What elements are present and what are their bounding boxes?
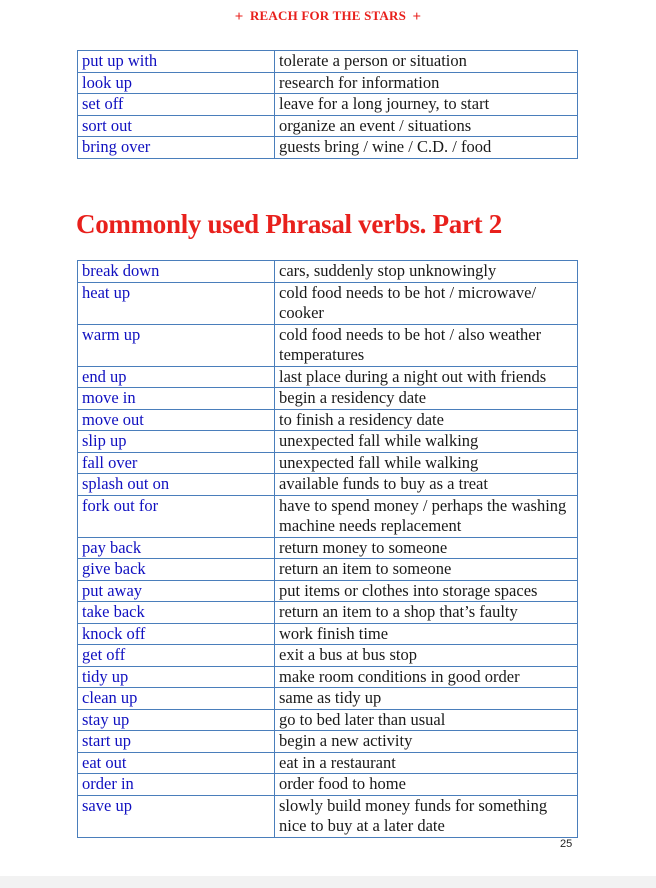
meaning-cell: return money to someone bbox=[275, 537, 578, 559]
table-row bbox=[78, 452, 578, 474]
table-row bbox=[78, 282, 578, 324]
table-row bbox=[78, 431, 578, 453]
table-row bbox=[78, 752, 578, 774]
phrasal-verb-cell: put away bbox=[78, 580, 275, 602]
page-number: 25 bbox=[560, 838, 573, 850]
meaning-cell: go to bed later than usual bbox=[275, 709, 578, 731]
table-row bbox=[78, 261, 578, 283]
meaning-cell: organize an event / situations bbox=[275, 115, 578, 137]
phrasal-verb-cell: splash out on bbox=[78, 474, 275, 496]
meaning-cell: research for information bbox=[275, 72, 578, 94]
meaning-cell: cars, suddenly stop unknowingly bbox=[275, 261, 578, 283]
table-row bbox=[78, 666, 578, 688]
table-row bbox=[78, 559, 578, 581]
phrasal-verb-cell: heat up bbox=[78, 282, 275, 324]
meaning-cell: slowly build money funds for something nice to buy at a later date bbox=[275, 795, 578, 837]
phrasal-verb-cell: get off bbox=[78, 645, 275, 667]
table-row bbox=[78, 94, 578, 116]
table-row bbox=[78, 115, 578, 137]
header-text: REACH FOR THE STARS bbox=[249, 8, 407, 23]
phrasal-verb-cell: set off bbox=[78, 94, 275, 116]
meaning-cell: unexpected fall while walking bbox=[275, 452, 578, 474]
table-row bbox=[78, 388, 578, 410]
meaning-cell: make room conditions in good order bbox=[275, 666, 578, 688]
table-row bbox=[78, 537, 578, 559]
meaning-cell: exit a bus at bus stop bbox=[275, 645, 578, 667]
table-row bbox=[78, 774, 578, 796]
meaning-cell: have to spend money / perhaps the washing machine needs replacement bbox=[275, 495, 578, 537]
phrasal-verb-cell: warm up bbox=[78, 324, 275, 366]
phrasal-verb-cell: knock off bbox=[78, 623, 275, 645]
phrasal-verb-cell: clean up bbox=[78, 688, 275, 710]
table-row bbox=[78, 474, 578, 496]
table-row bbox=[78, 795, 578, 837]
plus-icon: + bbox=[412, 9, 422, 25]
phrasal-verb-cell: bring over bbox=[78, 137, 275, 159]
phrasal-verb-cell: put up with bbox=[78, 51, 275, 73]
meaning-cell: tolerate a person or situation bbox=[275, 51, 578, 73]
running-header bbox=[0, 8, 656, 26]
phrasal-verb-cell: take back bbox=[78, 602, 275, 624]
meaning-cell: order food to home bbox=[275, 774, 578, 796]
phrasal-verb-cell: start up bbox=[78, 731, 275, 753]
meaning-cell: work finish time bbox=[275, 623, 578, 645]
phrasal-verb-cell: end up bbox=[78, 366, 275, 388]
meaning-cell: return an item to someone bbox=[275, 559, 578, 581]
meaning-cell: begin a residency date bbox=[275, 388, 578, 410]
phrasal-verb-cell: save up bbox=[78, 795, 275, 837]
meaning-cell: eat in a restaurant bbox=[275, 752, 578, 774]
phrasal-verb-cell: look up bbox=[78, 72, 275, 94]
table-row bbox=[78, 623, 578, 645]
table-row bbox=[78, 688, 578, 710]
table-row bbox=[78, 731, 578, 753]
phrasal-verb-cell: slip up bbox=[78, 431, 275, 453]
table-row bbox=[78, 324, 578, 366]
table-row bbox=[78, 366, 578, 388]
meaning-cell: begin a new activity bbox=[275, 731, 578, 753]
phrasal-verb-cell: break down bbox=[78, 261, 275, 283]
meaning-cell: leave for a long journey, to start bbox=[275, 94, 578, 116]
table-row bbox=[78, 137, 578, 159]
table-row bbox=[78, 51, 578, 73]
phrasal-verbs-table-part2 bbox=[77, 260, 578, 838]
phrasal-verb-cell: order in bbox=[78, 774, 275, 796]
phrasal-verb-cell: fall over bbox=[78, 452, 275, 474]
phrasal-verb-cell: give back bbox=[78, 559, 275, 581]
phrasal-verb-cell: move out bbox=[78, 409, 275, 431]
phrasal-verb-cell: eat out bbox=[78, 752, 275, 774]
phrasal-verb-cell: move in bbox=[78, 388, 275, 410]
meaning-cell: put items or clothes into storage spaces bbox=[275, 580, 578, 602]
meaning-cell: cold food needs to be hot / also weather temperatures bbox=[275, 324, 578, 366]
table-row bbox=[78, 409, 578, 431]
table-row bbox=[78, 580, 578, 602]
meaning-cell: guests bring / wine / C.D. / food bbox=[275, 137, 578, 159]
table-row bbox=[78, 709, 578, 731]
table-row bbox=[78, 72, 578, 94]
meaning-cell: return an item to a shop that’s faulty bbox=[275, 602, 578, 624]
table-row bbox=[78, 495, 578, 537]
phrasal-verb-cell: pay back bbox=[78, 537, 275, 559]
phrasal-verb-cell: sort out bbox=[78, 115, 275, 137]
section-title: Commonly used Phrasal verbs. Part 2 bbox=[76, 209, 502, 239]
meaning-cell: cold food needs to be hot / microwave/ cooker bbox=[275, 282, 578, 324]
page-bottom-band bbox=[0, 876, 656, 888]
meaning-cell: unexpected fall while walking bbox=[275, 431, 578, 453]
plus-icon: + bbox=[234, 9, 244, 25]
meaning-cell: available funds to buy as a treat bbox=[275, 474, 578, 496]
table-row bbox=[78, 645, 578, 667]
table-row bbox=[78, 602, 578, 624]
phrasal-verb-cell: tidy up bbox=[78, 666, 275, 688]
meaning-cell: same as tidy up bbox=[275, 688, 578, 710]
phrasal-verb-cell: stay up bbox=[78, 709, 275, 731]
phrasal-verbs-table-part1 bbox=[77, 50, 578, 159]
meaning-cell: to finish a residency date bbox=[275, 409, 578, 431]
phrasal-verb-cell: fork out for bbox=[78, 495, 275, 537]
meaning-cell: last place during a night out with friends bbox=[275, 366, 578, 388]
